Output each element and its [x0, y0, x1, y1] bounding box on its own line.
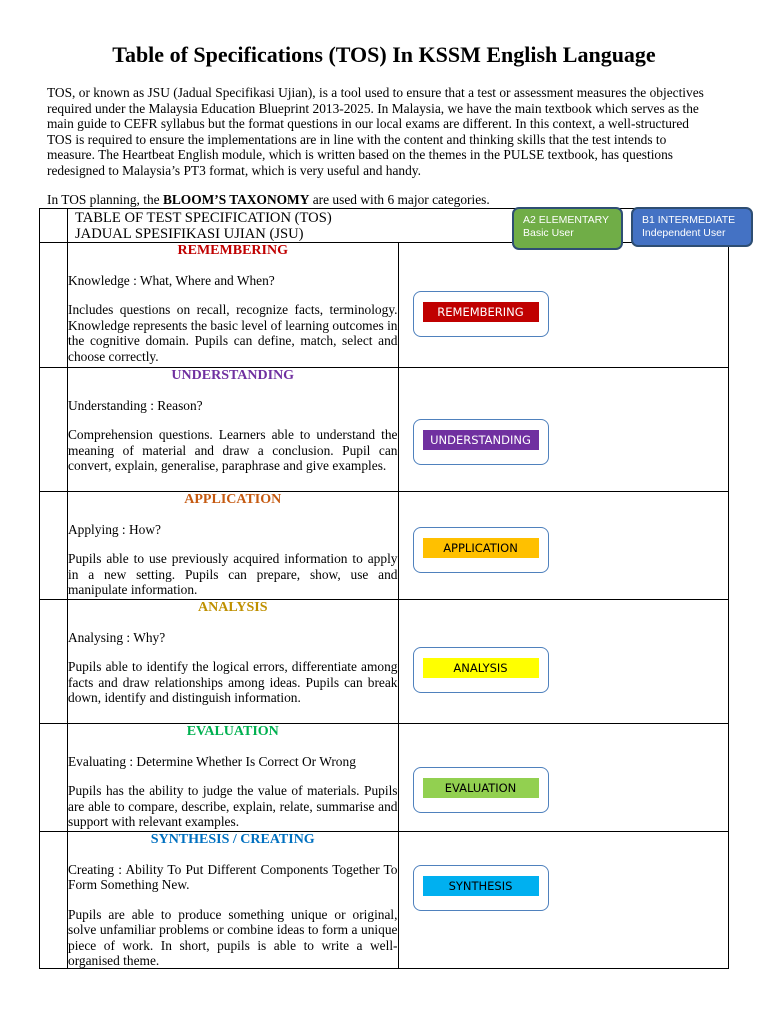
table-header-row: [40, 209, 729, 243]
section-title: SYNTHESIS / CREATING: [150, 832, 315, 847]
section-skill: Applying : How?: [68, 522, 161, 537]
tag-cell: [398, 724, 729, 832]
section-evaluation: [68, 724, 399, 832]
taxonomy-line-before: In TOS planning, the: [47, 192, 163, 207]
section-description: Includes questions on recall, recognize facts, terminology. Knowledge represents the basic level of learning outcomes in the cognitive domain. Pupils can define, match, select and choose correctly.: [68, 302, 398, 364]
bloom-tag-evaluation: EVALUATION: [423, 778, 539, 798]
section-description: Pupils are able to produce something unique or original, solve unfamiliar problems or combine ideas to form a unique piece of work. In short, pupils is able to write a well-organised theme.: [68, 906, 398, 969]
section-synthesis: [68, 832, 399, 969]
tag-cell: [398, 492, 729, 600]
row-number-cell: [40, 243, 68, 368]
bloom-tag-box: [413, 419, 549, 465]
table-header-cell: [68, 209, 729, 243]
table-row: [40, 600, 729, 724]
table-header-en: TABLE OF TEST SPECIFICATION (TOS): [75, 210, 332, 226]
bloom-tag-box: [413, 865, 549, 911]
section-title: ANALYSIS: [197, 600, 268, 615]
tag-cell: [398, 368, 729, 492]
bloom-tag-analysis: ANALYSIS: [423, 658, 539, 678]
section-analysis: [68, 600, 399, 724]
row-number-cell: [40, 368, 68, 492]
table-row: [40, 724, 729, 832]
section-skill: Creating : Ability To Put Different Components Together To Form Something New.: [68, 862, 398, 893]
section-skill: Understanding : Reason?: [68, 398, 203, 413]
taxonomy-line-after: are used with 6 major categories.: [309, 192, 490, 207]
bloom-tag-box: [413, 527, 549, 573]
bloom-tag-box: [413, 647, 549, 693]
section-title: UNDERSTANDING: [171, 368, 295, 383]
cefr-level: A2 ELEMENTARY: [523, 214, 609, 226]
section-description: Pupils able to identify the logical errors, differentiate among facts and draw relationships among ideas. Pupils can break down, identify and distinguish information.: [68, 659, 398, 706]
bloom-tag-box: [413, 291, 549, 337]
section-description: Pupils able to use previously acquired information to apply in a new setting. Pupils can prepare, show, use and manipulate information.: [68, 551, 398, 598]
row-number-cell: [40, 600, 68, 724]
row-number-cell: [40, 724, 68, 832]
page-title: Table of Specifications (TOS) In KSSM English Language: [112, 42, 656, 67]
bloom-tag-understanding: UNDERSTANDING: [423, 430, 539, 450]
row-number-cell: [40, 832, 68, 969]
cefr-desc: Independent User: [642, 227, 726, 239]
section-remembering: [68, 243, 399, 368]
tag-cell: [398, 243, 729, 368]
tos-table: [39, 208, 729, 969]
tag-cell: [398, 600, 729, 724]
bloom-tag-remembering: REMEMBERING: [423, 302, 539, 322]
cefr-badge-b1: [631, 207, 753, 247]
table-row: [40, 832, 729, 969]
section-skill: Evaluating : Determine Whether Is Correct Or Wrong: [68, 754, 356, 769]
cefr-level: B1 INTERMEDIATE: [642, 214, 736, 226]
section-understanding: [68, 368, 399, 492]
row-number-cell: [40, 492, 68, 600]
section-skill: Knowledge : What, Where and When?: [68, 273, 275, 288]
tag-cell: [398, 832, 729, 969]
intro-paragraph: TOS, or known as JSU (Jadual Specifikasi Ujian), is a tool used to ensure that a test or assessment measures the objectives required under the Malaysia Education Blueprint 2013-2025. In Malaysia, we have the main textbook which serves as the main guide to CEFR syllabus but the format questions in our local exams are different. In this context, a well-structured TOS is required to ensure the implementations are in line with the content and thinking skills that the test intends to measure. The Heartbeat English module, which is written based on the themes in the PULSE textbook, has questions redesigned to Malaysia’s PT3 format, which is very useful and handy.: [47, 85, 704, 178]
section-application: [68, 492, 399, 600]
table-header-ms: JADUAL SPESIFIKASI UJIAN (JSU): [75, 226, 304, 242]
section-skill: Analysing : Why?: [68, 630, 166, 645]
cefr-badge-a2: [512, 207, 623, 250]
section-title: REMEMBERING: [177, 243, 288, 258]
taxonomy-line: [47, 192, 490, 208]
table-row: [40, 492, 729, 600]
bloom-tag-synthesis: SYNTHESIS: [423, 876, 539, 896]
section-description: Pupils has the ability to judge the value of materials. Pupils are able to compare, describe, explain, relate, summarise and support with relevant examples.: [68, 783, 398, 830]
taxonomy-term: BLOOM’S TAXONOMY: [162, 192, 310, 207]
bloom-tag-application: APPLICATION: [423, 538, 539, 558]
bloom-tag-box: [413, 767, 549, 813]
section-title: EVALUATION: [186, 724, 279, 739]
cefr-desc: Basic User: [523, 227, 574, 239]
section-description: Comprehension questions. Learners able to understand the meaning of material and draw a conclusion. Pupil can convert, explain, generalise, paraphrase and give examples.: [68, 427, 398, 474]
header-blank-cell: [40, 209, 68, 243]
table-row: [40, 368, 729, 492]
section-title: APPLICATION: [184, 492, 282, 507]
table-row: [40, 243, 729, 368]
